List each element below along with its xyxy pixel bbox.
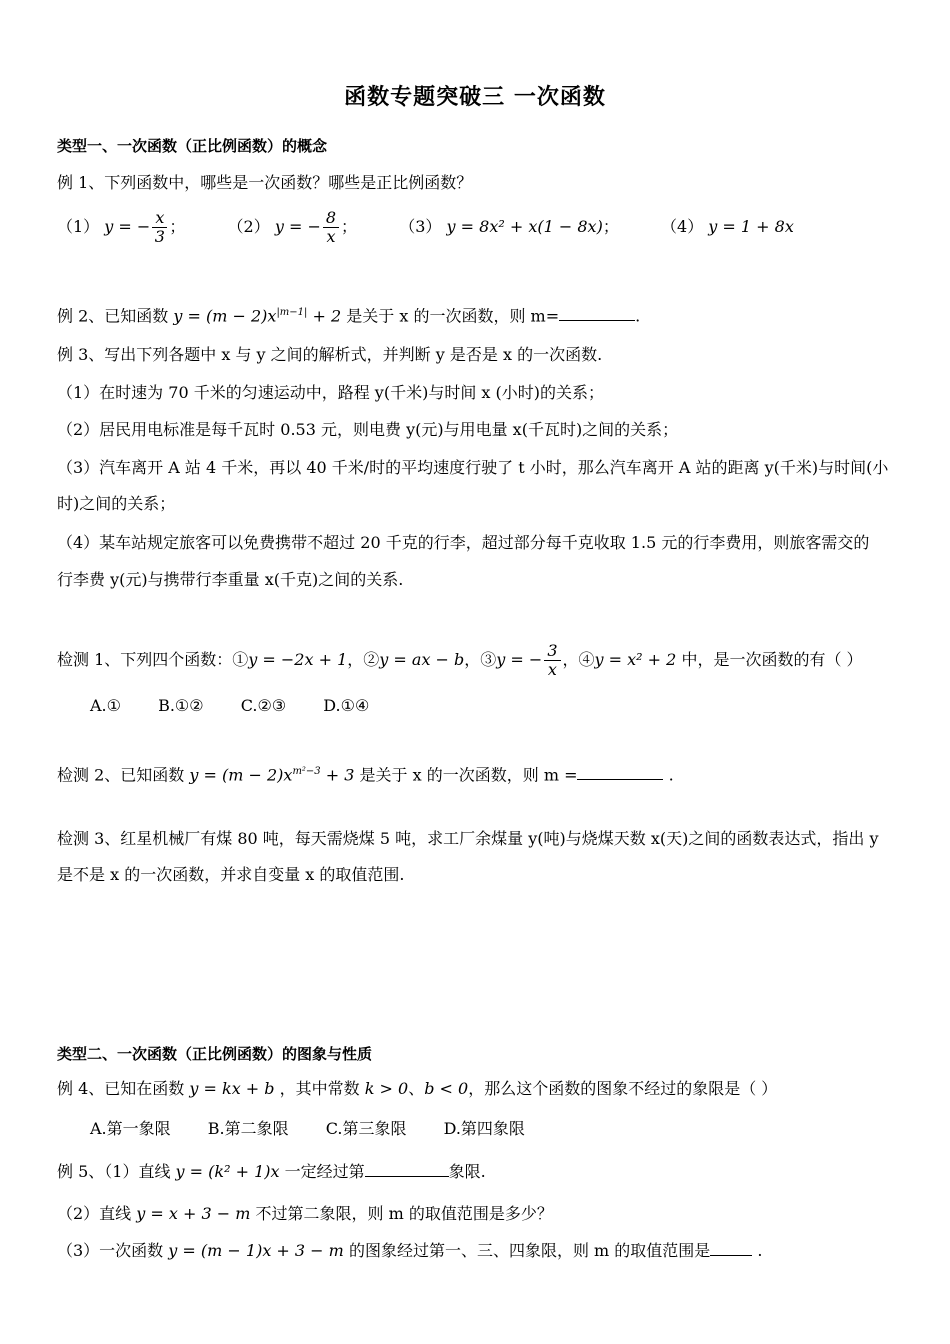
punct: . [635,306,641,326]
punct: ，④ [562,650,595,669]
function-3: y = − [496,650,543,669]
example-5-item-1 [57,1161,486,1183]
check-2-expr-tail: + 3 [320,765,355,785]
item-expr: y = 8x² + x(1 − 8x) [446,217,603,236]
item-expr: y = − [104,217,151,236]
fraction [323,209,339,246]
punct: . [757,1241,763,1260]
option-c[interactable]: C.第三象限 [325,1119,407,1138]
example-5-expr-3: y = (m − 1)x + 3 − m [168,1241,344,1260]
example-1-items [57,207,794,247]
exponent: m²−3 [292,766,321,777]
example-5-expr-2: y = x + 3 − m [136,1204,251,1223]
example-4-prefix: 例 4、已知在函数 [57,1079,185,1098]
example-2-expr-tail: + 2 [307,306,342,326]
condition-b: b < 0 [424,1079,469,1098]
option-a[interactable]: A.① [90,696,121,715]
check-3-line-1: 检测 3、红星机械厂有煤 80 吨，每天需烧煤 5 吨，求工厂余煤量 y(吨)与烧煤天数 x(天)之间的函数表达式，指出 y [57,829,879,848]
option-b[interactable]: B.第二象限 [207,1119,289,1138]
example-4-options [90,1118,557,1140]
punct: ； [341,217,358,236]
denominator: 3 [154,227,165,246]
example-4-expr: y = kx + b [189,1079,275,1098]
punct: . [668,765,674,785]
option-d[interactable]: D.①④ [323,696,370,715]
example-3-item-2: （2）居民用电标准是每千瓦时 0.53 元，则电费 y(元)与用电量 x(千瓦时)之间的关系； [57,420,679,439]
numerator: 8 [323,209,339,228]
punct: ，③ [464,650,497,669]
check-1 [57,640,863,680]
punct: ； [169,217,186,236]
example-4-text: ，其中常数 [279,1079,360,1098]
function-2: y = ax − b [379,650,465,669]
example-3-item-3-line-2: 时)之间的关系； [57,494,176,513]
example-3-question: 例 3、写出下列各题中 x 与 y 之间的解析式，并判断 y 是否是 x 的一次函数. [57,345,603,364]
item-label: （4） [661,217,704,236]
example-3-item-3-line-1: （3）汽车离开 A 站 4 千米，再以 40 千米/时的平均速度行驶了 t 小时，那么汽车离开 A 站的距离 y(千米)与时间(小 [57,458,889,477]
denominator: x [547,660,557,679]
example-5-item-3-prefix: （3）一次函数 [57,1241,164,1260]
check-2-text: 是关于 x 的一次函数，则 m = [359,765,578,785]
fraction [544,642,560,679]
example-2 [57,302,640,327]
example-4-question: ，那么这个函数的图象不经过的象限是（ ） [468,1079,778,1098]
check-2-prefix: 检测 2、已知函数 [57,765,185,785]
check-1-options [90,695,401,717]
option-a[interactable]: A.第一象限 [90,1119,171,1138]
example-2-text: 是关于 x 的一次函数，则 m= [346,306,560,326]
example-3-item-1: （1）在时速为 70 千米的匀速运动中，路程 y(千米)与时间 x (小时)的关系； [57,383,605,402]
answer-blank[interactable] [577,765,663,780]
example-3-item-4-line-2: 行李费 y(元)与携带行李重量 x(千克)之间的关系. [57,570,404,589]
option-c[interactable]: C.②③ [240,696,287,715]
check-3-line-2: 是不是 x 的一次函数，并求自变量 x 的取值范围. [57,865,405,884]
exponent: |m−1| [276,307,308,318]
example-5-item-3 [57,1240,762,1262]
punct: 、 [408,1079,425,1098]
denominator: x [326,227,336,246]
example-3-item-4-line-1: （4）某车站规定旅客可以免费携带不超过 20 千克的行李，超过部分每千克收取 1.5 元的行李费用，则旅客需交的 [57,533,870,552]
example-5-item-2-text: 不过第二象限，则 m 的取值范围是多少？ [255,1204,553,1223]
punct: ； [602,217,619,236]
example-5-prefix: 例 5、（1）直线 [57,1162,171,1181]
page-title: 函数专题突破三 一次函数 [344,85,606,110]
function-1: y = −2x + 1 [248,650,348,669]
section-heading-2: 类型二、一次函数（正比例函数）的图象与性质 [57,1045,373,1063]
function-4: y = x² + 2 [594,650,677,669]
item-expr: y = − [274,217,321,236]
fraction [152,209,167,246]
item-label: （2） [227,217,270,236]
numerator: 3 [544,642,560,661]
item-label: （3） [399,217,442,236]
section-heading-1: 类型一、一次函数（正比例函数）的概念 [57,137,328,155]
example-5-expr-1: y = (k² + 1)x [175,1162,280,1181]
numerator: x [152,209,167,228]
example-2-expr: y = (m − 2)x [173,306,277,326]
example-4 [57,1078,777,1100]
check-2-expr: y = (m − 2)x [189,765,293,785]
answer-blank[interactable] [365,1162,449,1177]
example-2-prefix: 例 2、已知函数 [57,306,169,326]
item-expr: y = 1 + 8x [708,217,794,236]
punct: ，② [347,650,380,669]
item-label: （1） [57,217,100,236]
example-5-item-2 [57,1203,553,1225]
example-1-question: 例 1、下列函数中，哪些是一次函数？哪些是正比例函数？ [57,173,473,192]
answer-blank[interactable] [559,306,635,321]
example-5-text: 一定经过第 [284,1162,365,1181]
condition-k: k > 0 [364,1079,409,1098]
example-5-item-3-text: 的图象经过第一、三、四象限，则 m 的取值范围是 [348,1241,711,1260]
check-2 [57,761,674,786]
check-1-text: 中，是一次函数的有（ ） [681,650,863,669]
option-b[interactable]: B.①② [158,696,204,715]
check-1-prefix: 检测 1、下列四个函数：① [57,650,249,669]
answer-blank[interactable] [710,1241,752,1256]
example-5-text-tail: 象限. [448,1162,486,1181]
example-5-item-2-prefix: （2）直线 [57,1204,132,1223]
option-d[interactable]: D.第四象限 [443,1119,525,1138]
